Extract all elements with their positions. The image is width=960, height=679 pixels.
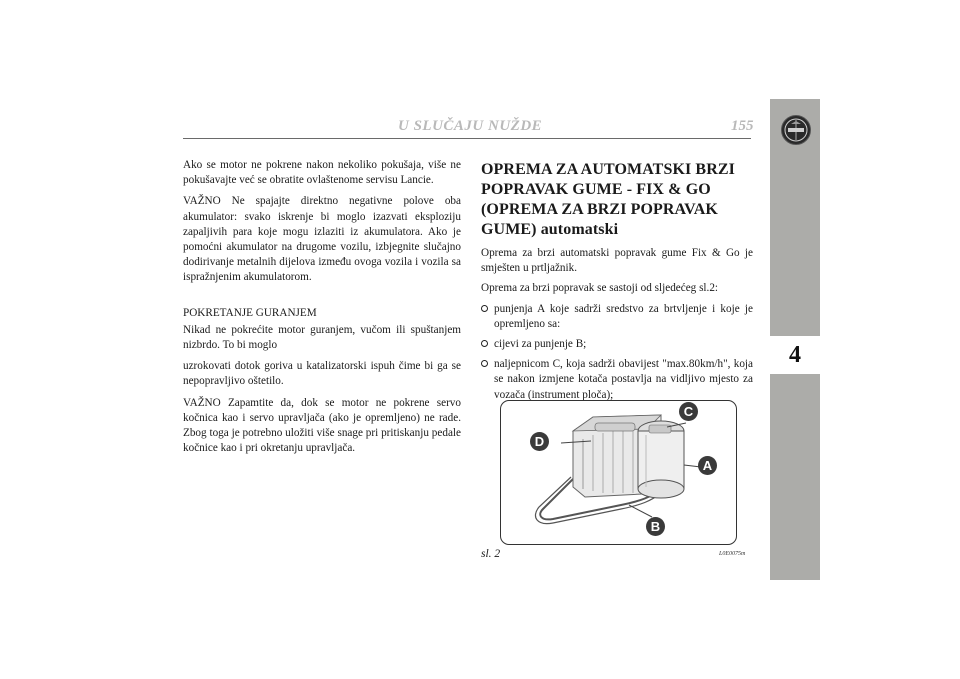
paragraph: Oprema za brzi popravak se sastoji od sljedećeg sl.2: <box>481 282 719 295</box>
paragraph: Oprema za brzi automatski popravak gume Fix & Go je smješten u prtljažnik. <box>481 247 753 275</box>
bullet-icon <box>481 360 488 367</box>
bullet-icon <box>481 305 488 312</box>
paragraph: Nikad ne pokrećite motor guranjem, vučom ili spuštanjem nizbrdo. To bi moglo <box>183 323 461 352</box>
figure-illustration <box>500 400 737 545</box>
figure-caption: sl. 2 <box>481 548 501 560</box>
callout-a: A <box>698 456 717 475</box>
callout-d: D <box>530 432 549 451</box>
right-column <box>481 160 753 408</box>
left-column <box>183 158 461 462</box>
section-heading: OPREMA ZA AUTOMATSKI BRZI POPRAVAK GUME - FIX & GO (OPREMA ZA BRZI POPRAVAK GUME) automatski <box>481 161 735 238</box>
bullet-icon <box>481 340 488 347</box>
page-header-title: U SLUČAJU NUŽDE <box>398 118 543 134</box>
paragraph: VAŽNO Zapamtite da, dok se motor ne pokrene servo kočnica kao i servo upravljača (ako je opremljeno) ne rade. Zbog toga je potrebno uložiti više snage pri pritiskanju pedale kočnice kao i pri okretanju upravljača. <box>183 396 461 455</box>
callout-c: C <box>679 402 698 421</box>
paragraph: uzrokovati dotok goriva u katalizatorski ispuh čime bi ga se nepopravljivo oštetilo. <box>183 360 461 388</box>
paragraph: VAŽNO Ne spajajte direktno negativne polove oba akumulator: svako iskrenje bi moglo izazvati eksploziju zapaljivih para koje mogu izlaziti iz akumulatora. Ako je pomoćni akumulator na drugome vozilu, izbjegnite slučajno dodirivanje metalnih dijelova između ovoga vozila i vozila sa ispražnjenim akumulatorom. <box>183 195 461 284</box>
section-subheading: POKRETANJE GURANJEM <box>183 306 317 319</box>
page-number: 155 <box>731 118 754 134</box>
paragraph: Ako se motor ne pokrene nakon nekoliko pokušaja, više ne pokušavajte već se obratite ovlaštenome servisu Lancie. <box>183 159 461 187</box>
lancia-logo-icon-graphic <box>782 116 810 144</box>
figure-code: L0E0075m <box>719 551 746 557</box>
lancia-logo-icon <box>781 115 811 145</box>
list-item: naljepnicom C, koja sadrži obavijest "max.80km/h", koja se nakon izmjene kotača postavlja na vidljivo mjesto za vozača (instrument ploča); <box>481 357 753 403</box>
list-item: cijevi za punjenje B; <box>481 337 753 352</box>
chapter-number: 4 <box>770 336 820 374</box>
header-divider <box>183 138 751 139</box>
list-item: punjenja A koje sadrži sredstvo za brtvljenje i koje je opremljeno sa: <box>481 302 753 332</box>
callout-b: B <box>646 517 665 536</box>
equipment-list <box>481 302 753 403</box>
